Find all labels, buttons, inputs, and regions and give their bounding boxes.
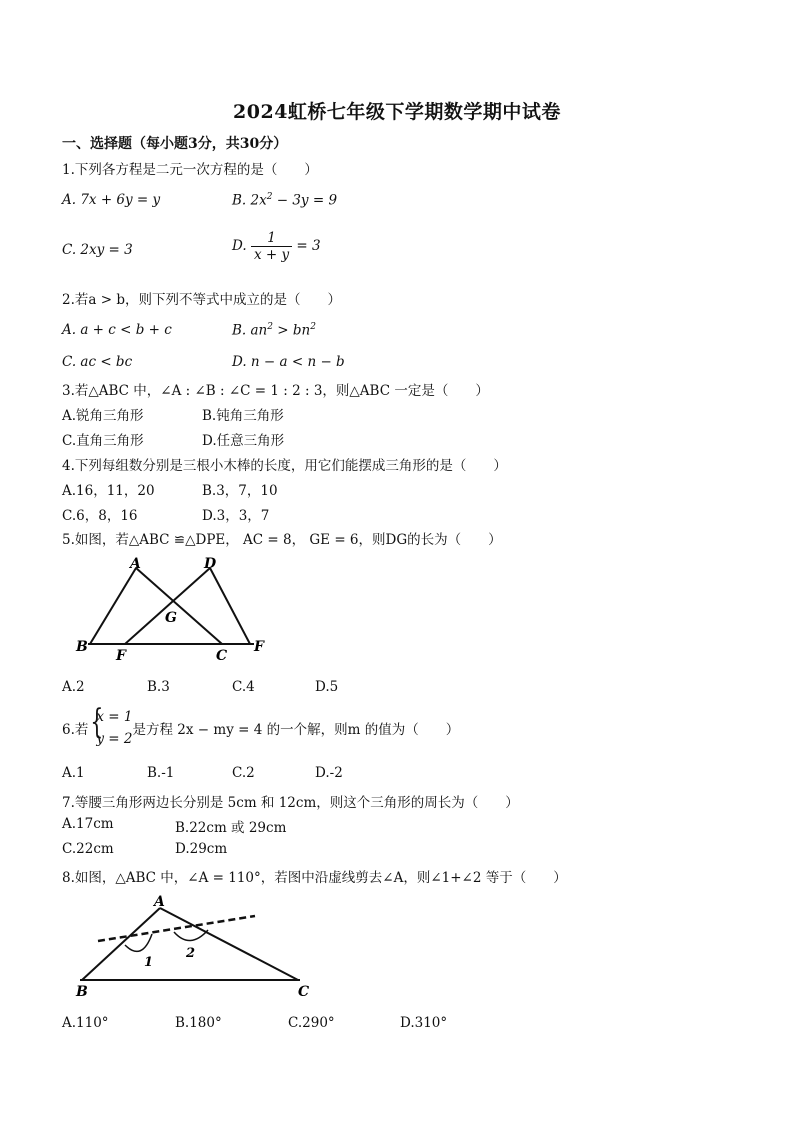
question-4-option-a: A.16，11，20 [62,483,155,499]
question-5-figure [70,552,280,670]
segment-ac [160,908,298,980]
label-f: F [116,648,126,664]
question-7-option-c: C.22cm [62,841,114,857]
label-1: 1 [144,955,154,970]
question-6-option-a: A.1 [62,765,85,781]
question-1-option-b: B. $2x^2 - 3y = 9$ [232,192,338,209]
question-1-option-a: A. 7x + 6y = y [62,192,161,208]
question-2-option-c: C. ac < bc [62,354,133,370]
label-b: B [76,984,88,1000]
label-a: A [130,556,141,572]
question-8-option-b: B.180° [175,1015,222,1031]
question-4-stem: 4.下列每组数分别是三根小木棒的长度，用它们能摆成三角形的是（ ） [62,458,507,474]
question-3-option-d: D.任意三角形 [202,433,285,449]
question-6-option-d: D.-2 [315,765,343,781]
segment-ac [136,568,222,644]
question-7-stem: 7.等腰三角形两边长分别是 5cm 和 12cm，则这个三角形的周长为（ ） [62,795,519,811]
question-7-option-a: A.17cm [62,816,114,832]
question-7-option-d: D.29cm [175,841,228,857]
question-5-option-a: A.2 [62,679,85,695]
question-4-option-b: B.3，7，10 [202,483,278,499]
question-3-option-c: C.直角三角形 [62,433,144,449]
cut-line-dashed [98,916,255,941]
question-1-stem: 1.下列各方程是二元一次方程的是（ ） [62,162,318,178]
label-e: F [254,639,264,655]
brace-icon: { [90,702,104,742]
segment-de [210,568,250,644]
question-6-stem: 6.若 { x = 1 y = 2 是方程 2x − my = 4 的一个解，则m 的值为（ ） [62,706,459,750]
question-3-option-b: B.钝角三角形 [202,408,284,424]
question-6-option-c: C.2 [232,765,255,781]
question-8-figure [70,890,320,1008]
page-title: 2024虹桥七年级下学期数学期中试卷 [233,101,561,123]
label-b: B [76,639,88,655]
question-6-option-b: B.-1 [147,765,175,781]
angle-2-arc [174,930,208,941]
question-3-option-a: A.锐角三角形 [62,408,144,424]
question-3-stem: 3.若△ABC 中，∠A : ∠B : ∠C = 1 : 2 : 3，则△ABC 一定是（ ） [62,383,489,399]
question-2-stem: 2.若a > b，则下列不等式中成立的是（ ） [62,292,341,308]
segment-ab [90,568,136,644]
label-c: C [216,648,228,664]
label-2: 2 [186,946,196,961]
label-d: D [204,556,217,572]
question-8-option-d: D.310° [400,1015,448,1031]
equation-system: { x = 1 y = 2 [90,702,133,747]
label-g: G [165,610,177,626]
question-5-option-c: C.4 [232,679,255,695]
question-2-option-a: A. a + c < b + c [62,322,172,338]
question-7-option-b: B.22cm 或 29cm [175,820,287,836]
question-5-option-d: D.5 [315,679,339,695]
question-1-option-c: C. 2xy = 3 [62,242,133,258]
question-1-option-d: D. $\frac{1}{x + y}$ = 3 [232,230,321,263]
fraction: $\frac{1}{x + y}$ [251,230,292,263]
question-2-option-d: D. n − a < n − b [232,354,345,370]
label-c: C [298,984,310,1000]
question-4-option-d: D.3，3，7 [202,508,270,524]
question-8-stem: 8.如图，△ABC 中，∠A = 110°，若图中沿虚线剪去∠A，则∠1+∠2 等于（ ） [62,870,567,886]
section-heading: 一、选择题（每小题3分，共30分） [62,136,288,152]
question-8-option-c: C.290° [288,1015,335,1031]
segment-df [125,568,210,644]
question-2-option-b: B. $an^2 > bn^2$ [232,322,316,339]
label-a: A [154,894,165,910]
figure-lines [80,908,300,980]
question-4-option-c: C.6，8，16 [62,508,138,524]
question-5-stem: 5.如图，若△ABC ≌△DPE， AC = 8， GE = 6，则DG的长为（ ） [62,532,502,548]
question-5-option-b: B.3 [147,679,170,695]
question-8-option-a: A.110° [62,1015,109,1031]
figure-lines [88,568,254,644]
